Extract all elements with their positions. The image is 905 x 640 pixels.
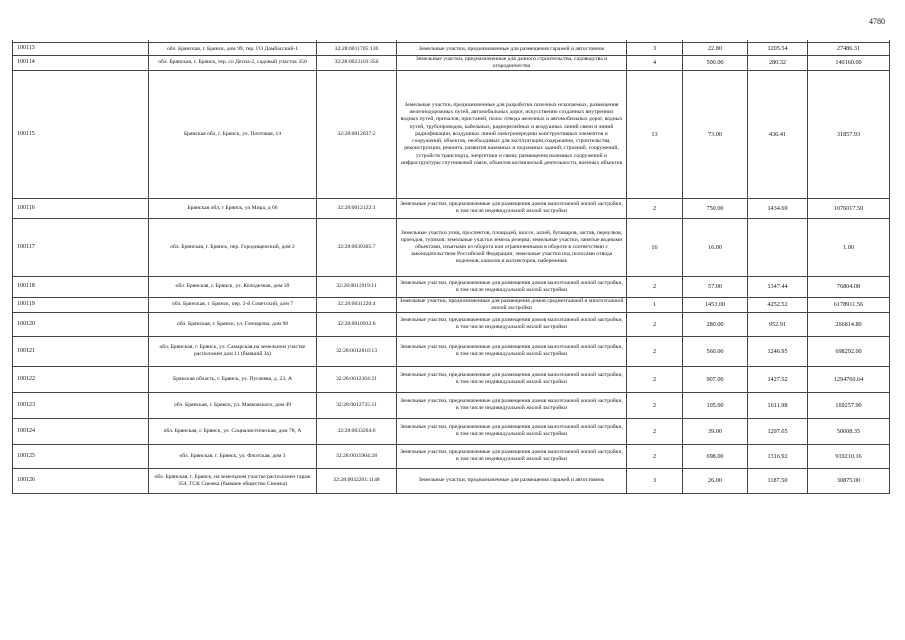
- cadastral-number-cell: 32:28:0012122:1: [317, 198, 397, 218]
- land-purpose-cell: Земельные участки, предназначенные для размещения домов малоэтажной жилой застройки, в том числе индивидуальной жилой застройки: [397, 366, 627, 392]
- table-row: [13, 366, 890, 392]
- table-row: [13, 392, 890, 418]
- cadastral-value-cell: 50608.35: [808, 418, 890, 444]
- cadastral-number-cell: 32:28:0012304:21: [317, 366, 397, 392]
- area-cell: 105.00: [683, 392, 748, 418]
- group-number-cell: 2: [627, 276, 683, 297]
- cadastral-value-cell: 1294760.64: [808, 366, 890, 392]
- specific-value-cell: 1205.54: [748, 43, 808, 56]
- row-id-cell: 100124: [13, 418, 149, 444]
- specific-value-cell: 1434.69: [748, 198, 808, 218]
- specific-value-cell: 436.41: [748, 70, 808, 198]
- land-purpose-cell: Земельные участки, предназначенные для дачного строительства, садоводства и огородничества: [397, 56, 627, 71]
- specific-value-cell: 1316.92: [748, 444, 808, 468]
- area-cell: 16.00: [683, 218, 748, 276]
- cadastral-value-cell: 27486.31: [808, 43, 890, 56]
- address-cell: обл. Брянская, г. Брянск, пер. 2-й Советский, дом 7: [149, 297, 317, 312]
- cadastral-value-table: [12, 40, 890, 494]
- group-number-cell: 2: [627, 312, 683, 336]
- cadastral-value-cell: 919210.16: [808, 444, 890, 468]
- address-cell: обл. Брянская, г. Брянск, ул. Гончарова, дом 98: [149, 312, 317, 336]
- row-id-cell: 100123: [13, 392, 149, 418]
- address-cell: обл. Брянская, г. Брянск, ул. Флотская, дом 3: [149, 444, 317, 468]
- land-purpose-cell: Земельные участки, предназначенные для размещения домов малоэтажной жилой застройки, в том числе индивидуальной жилой застройки: [397, 392, 627, 418]
- address-cell: обл. Брянская, г. Брянск, ул. Колодезная, дом 39: [149, 276, 317, 297]
- address-cell: обл. Брянская, г. Брянск, ул. Самарская,на земельном участке расположен дом 11 (бывший 3а): [149, 336, 317, 366]
- land-purpose-cell: Земельные участки, предназначенные для размещения домов малоэтажной жилой застройки, в том числе индивидуальной жилой застройки: [397, 276, 627, 297]
- row-id-cell: 100122: [13, 366, 149, 392]
- table-body: [13, 40, 890, 493]
- group-number-cell: 4: [627, 56, 683, 71]
- address-cell: обл. Брянская, г. Брянск, тер. сo Десна-2, садовый участок 350: [149, 56, 317, 71]
- table-row: [13, 418, 890, 444]
- specific-value-cell: 1427.52: [748, 366, 808, 392]
- address-cell: обл. Брянская, г. Брянск, на земельном участке расположен гараж 354, ГСК Снежка (бывшее общество Снежка): [149, 468, 317, 493]
- table-row: [13, 43, 890, 56]
- area-cell: 907.00: [683, 366, 748, 392]
- row-id-cell: 100119: [13, 297, 149, 312]
- group-number-cell: 13: [627, 70, 683, 198]
- specific-value-cell: [748, 218, 808, 276]
- table-row: [13, 218, 890, 276]
- land-purpose-cell: Земельные участки, предназначенные для размещения домов малоэтажной жилой застройки, в том числе индивидуальной жилой застройки: [397, 336, 627, 366]
- land-purpose-cell: Земельные участки, предназначенные для размещения гаражей и автостоянок: [397, 468, 627, 493]
- cadastral-number-cell: 32:28:0015904:28: [317, 444, 397, 468]
- table-row: [13, 198, 890, 218]
- area-cell: 500.00: [683, 56, 748, 71]
- land-purpose-cell: Земельные участки, предназначенные для размещения домов малоэтажной жилой застройки, в том числе индивидуальной жилой застройки: [397, 444, 627, 468]
- cadastral-value-cell: 31857.93: [808, 70, 890, 198]
- cadastral-number-cell: 32:28:0011705:136: [317, 43, 397, 56]
- cadastral-value-cell: 169257.90: [808, 392, 890, 418]
- table-row: [13, 312, 890, 336]
- cadastral-value-cell: 266814.80: [808, 312, 890, 336]
- cadastral-number-cell: 32:28:0031220:4: [317, 297, 397, 312]
- area-cell: 750.00: [683, 198, 748, 218]
- area-cell: 39.00: [683, 418, 748, 444]
- area-cell: 73.00: [683, 70, 748, 198]
- address-cell: Брянская обл, г Брянск, ул Мира, д 66: [149, 198, 317, 218]
- specific-value-cell: 952.91: [748, 312, 808, 336]
- area-cell: 698.00: [683, 444, 748, 468]
- area-cell: 26.00: [683, 468, 748, 493]
- cadastral-value-cell: 1.00: [808, 218, 890, 276]
- address-cell: Брянская область, г. Брянск, ул. Пугачева, д. 23, А: [149, 366, 317, 392]
- specific-value-cell: 1187.50: [748, 468, 808, 493]
- row-id-cell: 100126: [13, 468, 149, 493]
- address-cell: Брянская обл, г. Брянск, ул. Почтовая, 14: [149, 70, 317, 198]
- address-cell: обл. Брянская, г. Брянск, ул. Социалистическая, дом 78, А: [149, 418, 317, 444]
- group-number-cell: 2: [627, 444, 683, 468]
- row-id-cell: 100118: [13, 276, 149, 297]
- table-row: [13, 276, 890, 297]
- group-number-cell: 3: [627, 468, 683, 493]
- cadastral-number-cell: 32:28:0023103:350: [317, 56, 397, 71]
- row-id-cell: 100120: [13, 312, 149, 336]
- page-number: 4780: [869, 17, 885, 26]
- specific-value-cell: 280.32: [748, 56, 808, 71]
- land-purpose-cell: Земельные участки, предназначенные для размещения домов малоэтажной жилой застройки, в том числе индивидуальной жилой застройки: [397, 198, 627, 218]
- land-purpose-cell: Земельные участки, предназначенные для размещения домов малоэтажной жилой застройки, в том числе индивидуальной жилой застройки: [397, 418, 627, 444]
- cadastral-number-cell: 32:28:0012837:2: [317, 70, 397, 198]
- cadastral-value-cell: 140160.00: [808, 56, 890, 71]
- area-cell: 280.00: [683, 312, 748, 336]
- land-purpose-cell: Земельные участки, предназначенные для размещения гаражей и автостоянок: [397, 43, 627, 56]
- land-purpose-cell: Земельные участки улиц, проспектов, площадей, шоссе, аллей, бульваров, застав, переулков, проездов, тупиков; земельные участки земель резерва; земельные участки, занятые водными объектами, изъятыми из оборота или ограниченными в обороте в соответствии с законодательством Российской Федерации; земельные участки под полосами отвода водоемов, каналов и коллекторов, набережные: [397, 218, 627, 276]
- table-row: [13, 70, 890, 198]
- group-number-cell: 2: [627, 366, 683, 392]
- cadastral-number-cell: 32:28:0012810:13: [317, 336, 397, 366]
- row-id-cell: 100125: [13, 444, 149, 468]
- group-number-cell: 16: [627, 218, 683, 276]
- group-number-cell: 1: [627, 297, 683, 312]
- table-row: [13, 468, 890, 493]
- table-row: [13, 297, 890, 312]
- address-cell: обл. Брянская, г. Брянск, пер. Городищенский, дом 2: [149, 218, 317, 276]
- table-row: [13, 336, 890, 366]
- group-number-cell: 2: [627, 392, 683, 418]
- group-number-cell: 3: [627, 43, 683, 56]
- row-id-cell: 100113: [13, 43, 149, 56]
- cadastral-value-cell: 698292.00: [808, 336, 890, 366]
- address-cell: обл. Брянская, г. Брянск, ул. Маяковского, дом 49: [149, 392, 317, 418]
- group-number-cell: 2: [627, 336, 683, 366]
- address-cell: обл. Брянская, г. Брянск, дом 99, тер. ГО Дамбасский-1: [149, 43, 317, 56]
- cadastral-number-cell: 32:28:0010932:6: [317, 312, 397, 336]
- cadastral-value-cell: 76804.08: [808, 276, 890, 297]
- cadastral-number-cell: 32:28:0033204:6: [317, 418, 397, 444]
- cadastral-number-cell: 32:28:0030305:7: [317, 218, 397, 276]
- land-purpose-cell: Земельные участки, предназначенные для разработки полезных ископаемых, размещения железнодорожных путей, автомобильных дорог, искусственно созданных внутренних водных путей, причалов, пристаней, полос отвода железных и автомобильных дорог, водных путей, трубопроводов, кабельных, радиорелейных и воздушных линий связи и линий радиофикации, воздушных линий электропередачи конструктивных элементов и сооружений, объектов, необходимых для эксплуатации,содержания, строительства, реконструкции, ремонта, развития наземных и подземных зданий, строений, сооружений, устройств транспорта, энергетики и связи; размещения наземных сооружений и инфраструктуры спутниковой связи, объектов космической деятельности, военных объектов: [397, 70, 627, 198]
- group-number-cell: 2: [627, 198, 683, 218]
- area-cell: 57.00: [683, 276, 748, 297]
- row-id-cell: 100117: [13, 218, 149, 276]
- table-row: [13, 444, 890, 468]
- cadastral-value-cell: 30875.00: [808, 468, 890, 493]
- row-id-cell: 100121: [13, 336, 149, 366]
- specific-value-cell: 1246.95: [748, 336, 808, 366]
- specific-value-cell: 4252.52: [748, 297, 808, 312]
- cadastral-value-cell: 1076017.50: [808, 198, 890, 218]
- land-purpose-cell: Земельные участки, предназначенные для размещения домов малоэтажной жилой застройки, в том числе индивидуальной жилой застройки: [397, 312, 627, 336]
- area-cell: 1453.00: [683, 297, 748, 312]
- cadastral-value-cell: 6178911.56: [808, 297, 890, 312]
- land-purpose-cell: Земельные участки, предназначенные для размещения домов среднеэтажной и многоэтажной жилой застройки: [397, 297, 627, 312]
- cadastral-number-cell: 32:28:0012725:11: [317, 392, 397, 418]
- row-id-cell: 100116: [13, 198, 149, 218]
- specific-value-cell: 1347.44: [748, 276, 808, 297]
- table-row: [13, 56, 890, 71]
- cadastral-number-cell: 32:28:0032201:1148: [317, 468, 397, 493]
- group-number-cell: 2: [627, 418, 683, 444]
- area-cell: 560.00: [683, 336, 748, 366]
- cadastral-number-cell: 32:28:0011919:11: [317, 276, 397, 297]
- specific-value-cell: 1611.98: [748, 392, 808, 418]
- area-cell: 22.80: [683, 43, 748, 56]
- row-id-cell: 100114: [13, 56, 149, 71]
- row-id-cell: 100115: [13, 70, 149, 198]
- specific-value-cell: 1297.65: [748, 418, 808, 444]
